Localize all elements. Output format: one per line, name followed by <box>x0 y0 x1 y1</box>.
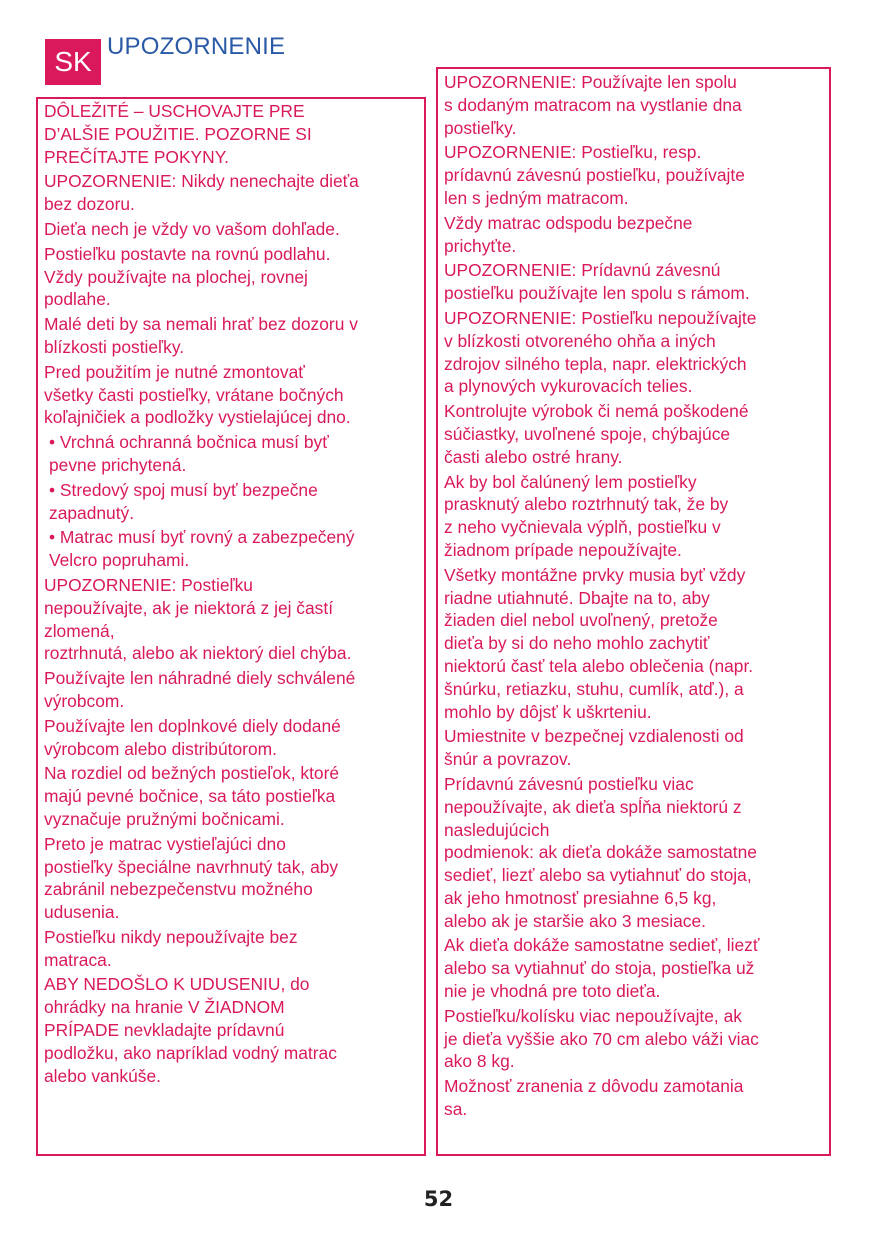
text-line: Postieľku nikdy nepoužívajte bez <box>44 926 298 947</box>
text-line: postieľky. <box>444 117 517 138</box>
language-badge: SK <box>45 39 101 85</box>
text-line: • Stredový spoj musí byť bezpečne <box>49 479 318 500</box>
text-line: Ak dieťa dokáže samostatne sedieť, liezť <box>444 935 760 956</box>
text-line: UPOZORNENIE: Postieľku nepoužívajte <box>444 307 757 328</box>
text-line: Vždy používajte na plochej, rovnej <box>44 266 308 287</box>
text-line: ako 8 kg. <box>444 1051 515 1072</box>
text-line: Dieťa nech je vždy vo vašom dohľade. <box>44 218 340 239</box>
text-line: podložku, ako napríklad vodný matrac <box>44 1042 337 1063</box>
text-line: nasledujúcich <box>444 819 550 840</box>
text-line: alebo vankúše. <box>44 1065 161 1086</box>
warning-paragraph <box>44 243 418 311</box>
text-line: súčiastky, uvoľnené spoje, chýbajúce <box>444 423 731 444</box>
text-line: ak jeho hmotnosť presiahne 6,5 kg, <box>444 887 717 908</box>
warning-paragraph <box>44 313 418 359</box>
text-line: Malé deti by sa nemali hrať bez dozoru v <box>44 314 358 335</box>
text-line: šnúr a povrazov. <box>444 749 572 770</box>
text-line: Preto je matrac vystieľajúci dno <box>44 833 286 854</box>
warning-paragraph <box>444 934 823 1002</box>
warning-paragraph <box>44 667 418 713</box>
text-line: Postieľku/kolísku viac nepoužívajte, ak <box>444 1005 742 1026</box>
warning-paragraph <box>444 1005 823 1073</box>
warning-paragraph <box>444 141 823 209</box>
text-line: Kontrolujte výrobok či nemá poškodené <box>444 401 749 422</box>
text-line: Ak by bol čalúnený lem postieľky <box>444 471 697 492</box>
warning-paragraph <box>44 833 418 924</box>
text-line: postieľky špeciálne navrhnutý tak, aby <box>44 856 339 877</box>
warning-paragraph <box>44 361 418 429</box>
warning-paragraph <box>44 973 418 1087</box>
text-line: • Vrchná ochranná bočnica musí byť <box>49 432 329 453</box>
text-line: zabránil nebezpečenstvu možného <box>44 879 313 900</box>
text-line: UPOZORNENIE: Používajte len spolu <box>444 72 737 92</box>
text-line: nepoužívajte, ak je niektorá z jej častí <box>44 597 334 618</box>
text-line: podlahe. <box>44 289 111 310</box>
text-line: prasknutý alebo roztrhnutý tak, že by <box>444 494 729 515</box>
text-line: Postieľku postavte na rovnú podlahu. <box>44 243 331 264</box>
warning-paragraph <box>44 218 418 241</box>
text-line: alebo sa vytiahnuť do stoja, postieľka už <box>444 958 755 979</box>
bullet-item <box>44 479 418 525</box>
text-line: ohrádky na hranie V ŽIADNOM <box>44 997 285 1018</box>
warning-paragraph <box>444 307 823 398</box>
text-line: UPOZORNENIE: Postieľku, resp. <box>444 142 702 163</box>
text-line: Všetky montážne prvky musia byť vždy <box>444 564 746 585</box>
warning-paragraph <box>44 170 418 216</box>
bullet-item <box>44 431 418 477</box>
text-line: dieťa by si do neho mohlo zachytiť <box>444 633 710 654</box>
text-line: majú pevné bočnice, sa táto postieľka <box>44 786 336 807</box>
text-line: udusenia. <box>44 902 120 923</box>
text-line: pevne prichytená. <box>49 454 187 475</box>
text-line: roztrhnutá, alebo ak niektorý diel chýba. <box>44 643 352 664</box>
warning-paragraph <box>44 926 418 972</box>
text-line: riadne utiahnuté. Dbajte na to, aby <box>444 587 710 608</box>
text-line: zlomená, <box>44 620 115 641</box>
text-line: Pred použitím je nutné zmontovať <box>44 361 305 382</box>
text-line: len s jedným matracom. <box>444 187 629 208</box>
text-line: Na rozdiel od bežných postieľok, ktoré <box>44 763 340 784</box>
text-line: sedieť, liezť alebo sa vytiahnuť do stoja, <box>444 865 752 886</box>
text-line: sa. <box>444 1099 468 1120</box>
warning-paragraph <box>444 71 823 139</box>
text-line: matraca. <box>44 949 112 970</box>
text-line: D’ALŠIE POUŽITIE. POZORNE SI <box>44 123 312 144</box>
bullet-item <box>44 526 418 572</box>
warning-paragraph <box>444 773 823 933</box>
text-line: UPOZORNENIE: Nikdy nenechajte dieťa <box>44 171 359 192</box>
warning-paragraph <box>444 259 823 305</box>
warning-paragraph <box>44 100 418 168</box>
left-warning-box <box>36 97 426 1156</box>
text-line: podmienok: ak dieťa dokáže samostatne <box>444 842 757 863</box>
warning-paragraph <box>444 212 823 258</box>
text-line: blízkosti postieľky. <box>44 336 185 357</box>
text-line: výrobcom alebo distribútorom. <box>44 738 277 759</box>
text-line: zdrojov silného tepla, napr. elektrických <box>444 353 747 374</box>
text-line: z neho vyčnievala výplň, postieľku v <box>444 517 721 538</box>
warning-paragraph <box>444 400 823 468</box>
text-line: nepoužívajte, ak dieťa spĺňa niektorú z <box>444 796 742 817</box>
text-line: šnúrku, retiazku, stuhu, cumlík, atď.), a <box>444 678 744 699</box>
warning-paragraph <box>44 762 418 830</box>
warning-paragraph <box>444 1075 823 1121</box>
text-line: žiaden diel nebol uvoľnený, pretože <box>444 610 718 631</box>
text-line: UPOZORNENIE: Postieľku <box>44 574 253 595</box>
text-line: Vždy matrac odspodu bezpečne <box>444 212 693 233</box>
text-line: zapadnutý. <box>49 502 135 523</box>
text-line: niektorú časť tela alebo oblečenia (napr. <box>444 655 754 676</box>
right-warning-box <box>436 67 831 1156</box>
text-line: vyznačuje pružnými bočnicami. <box>44 808 285 829</box>
text-line: Používajte len náhradné diely schválené <box>44 668 356 689</box>
text-line: všetky časti postieľky, vrátane bočných <box>44 384 344 405</box>
text-line: PRÍPADE nevkladajte prídavnú <box>44 1020 285 1041</box>
warning-paragraph <box>44 574 418 665</box>
warning-paragraph <box>44 715 418 761</box>
text-line: PREČÍTAJTE POKYNY. <box>44 146 229 167</box>
text-line: postieľku používajte len spolu s rámom. <box>444 283 750 304</box>
text-line: s dodaným matracom na vystlanie dna <box>444 94 742 115</box>
text-line: v blízkosti otvoreného ohňa a iných <box>444 330 716 351</box>
text-line: Možnosť zranenia z dôvodu zamotania <box>444 1076 744 1097</box>
text-line: Velcro popruhami. <box>49 550 190 571</box>
text-line: prichyťte. <box>444 235 517 256</box>
text-line: • Matrac musí byť rovný a zabezpečený <box>49 527 355 548</box>
text-line: časti alebo ostré hrany. <box>444 446 623 467</box>
text-line: alebo ak je staršie ako 3 mesiace. <box>444 910 706 931</box>
text-line: Prídavnú závesnú postieľku viac <box>444 773 694 794</box>
text-line: Používajte len doplnkové diely dodané <box>44 715 341 736</box>
text-line: mohlo by dôjsť k uškrteniu. <box>444 701 652 722</box>
text-line: a plynových vykurovacích telies. <box>444 376 693 397</box>
section-title: UPOZORNENIE <box>107 33 286 60</box>
text-line: koľajničiek a podložky vystielajúcej dno. <box>44 407 351 428</box>
text-line: ABY NEDOŠLO K UDUSENIU, do <box>44 974 310 995</box>
warning-paragraph <box>444 471 823 562</box>
text-line: UPOZORNENIE: Prídavnú závesnú <box>444 260 721 281</box>
text-line: nie je vhodná pre toto dieťa. <box>444 981 661 1002</box>
text-line: výrobcom. <box>44 690 125 711</box>
text-line: Umiestnite v bezpečnej vzdialenosti od <box>444 726 744 747</box>
text-line: DÔLEŽITÉ – USCHOVAJTE PRE <box>44 101 305 121</box>
text-line: žiadnom prípade nepoužívajte. <box>444 539 682 560</box>
text-line: prídavnú závesnú postieľku, používajte <box>444 165 745 186</box>
page-number: 52 <box>423 1187 454 1211</box>
warning-paragraph <box>444 725 823 771</box>
text-line: bez dozoru. <box>44 194 135 215</box>
text-line: je dieťa vyššie ako 70 cm alebo váži viac <box>444 1028 759 1049</box>
warning-paragraph <box>444 564 823 724</box>
